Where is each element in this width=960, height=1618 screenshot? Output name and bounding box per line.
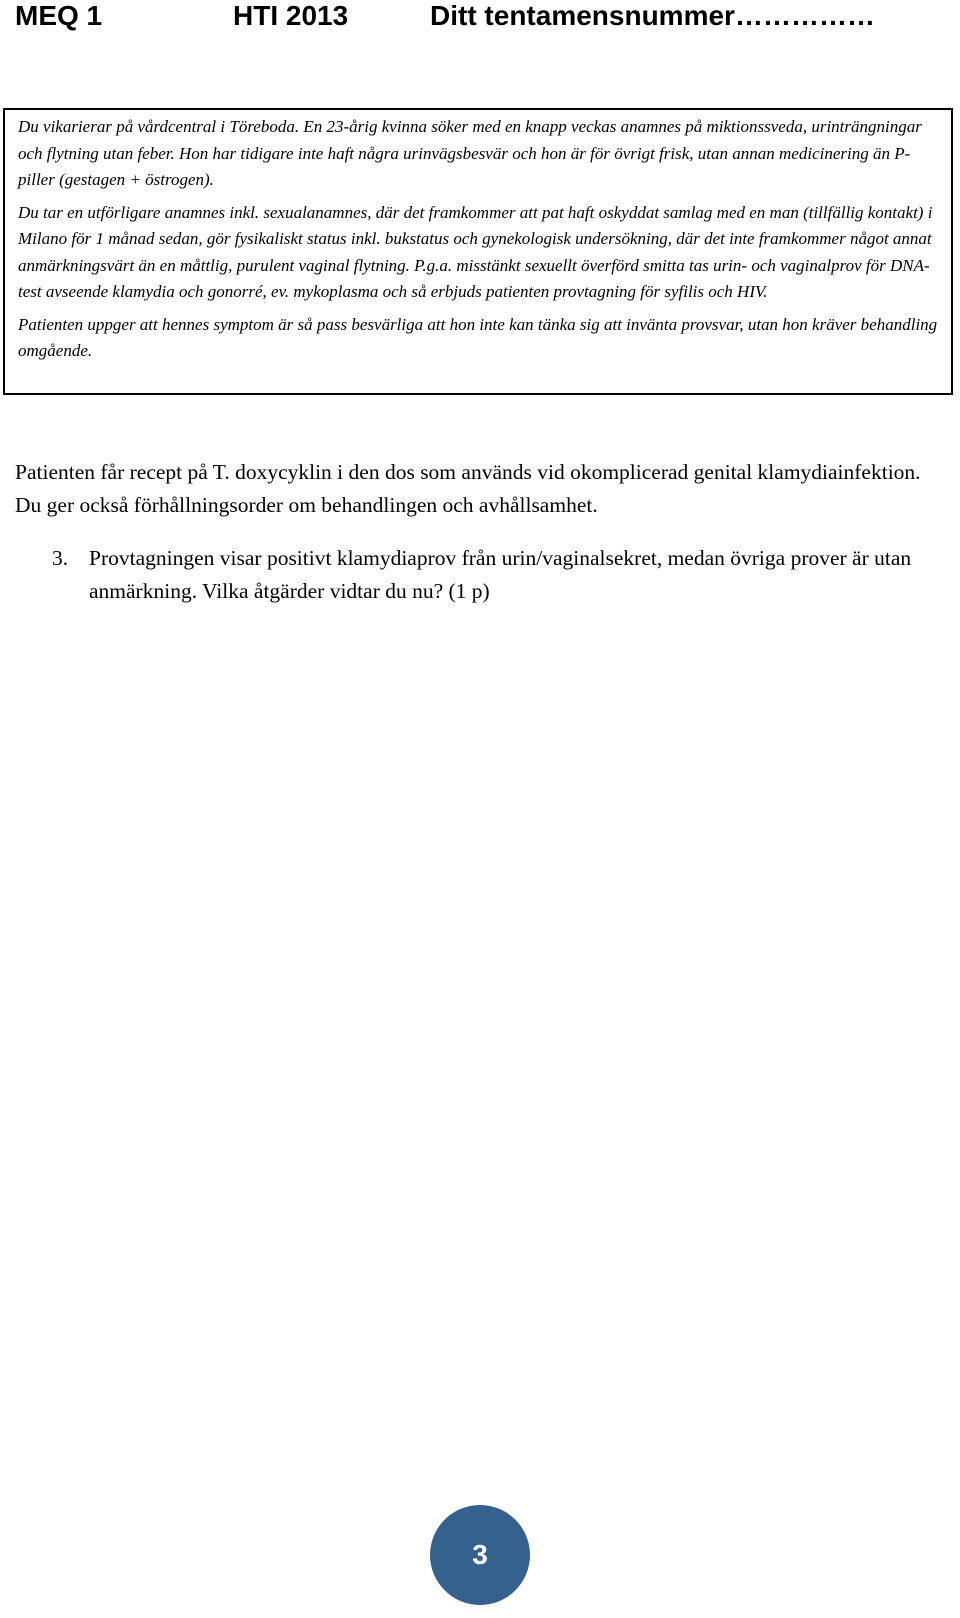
question-text: Provtagningen visar positivt klamydiaprov från urin/vaginalsekret, medan övriga prover är utan anmärkning. Vilka åtgärder vidtar du nu? (1 p): [89, 546, 912, 603]
course-term: HTI 2013: [233, 0, 349, 31]
page-header: [0, 0, 960, 40]
exam-number-field: Ditt tentamensnummer……………: [430, 0, 875, 31]
question-3: [52, 542, 932, 608]
page-number: 3: [472, 1539, 488, 1570]
treatment-info-paragraph: Patienten får recept på T. doxycyklin i den dos som används vid okomplicerad genital klamydiainfektion. Du ger också förhållningsorder om behandlingen och avhållsamhet.: [15, 460, 921, 517]
case-paragraph: Du tar en utförligare anamnes inkl. sexualanamnes, där det framkommer att pat haft oskyddat samlag med en man (tillfällig kontakt) i Milano för 1 månad sedan, gör fysikaliskt status inkl. bukstatus och gynekologisk undersökning, där det inte framkommer något annat anmärkningsvärt än en måttlig, purulent vaginal flytning. P.g.a. misstänkt sexuellt överförd smitta tas urin- och vaginalprov för DNA-test avseende klamydia och gonorré, ev. mykoplasma och så erbjuds patienten provtagning för syfilis och HIV.: [18, 202, 933, 301]
page-number-badge: [430, 1505, 530, 1605]
question-number: 3.: [52, 546, 69, 570]
case-description-box: [3, 108, 953, 395]
case-paragraph: Patienten uppger att hennes symptom är så pass besvärliga att hon inte kan tänka sig att invänta provsvar, utan hon kräver behandling omgående.: [18, 314, 938, 360]
course-code: MEQ 1: [15, 0, 103, 31]
case-paragraph: Du vikarierar på vårdcentral i Töreboda. En 23-årig kvinna söker med en knapp veckas anamnes på miktionssveda, urinträngningar och flytning utan feber. Hon har tidigare inte haft några urinvägsbesvär och hon är för övrigt frisk, utan annan medicinering än P-piller (gestagen + östrogen).: [18, 117, 922, 189]
